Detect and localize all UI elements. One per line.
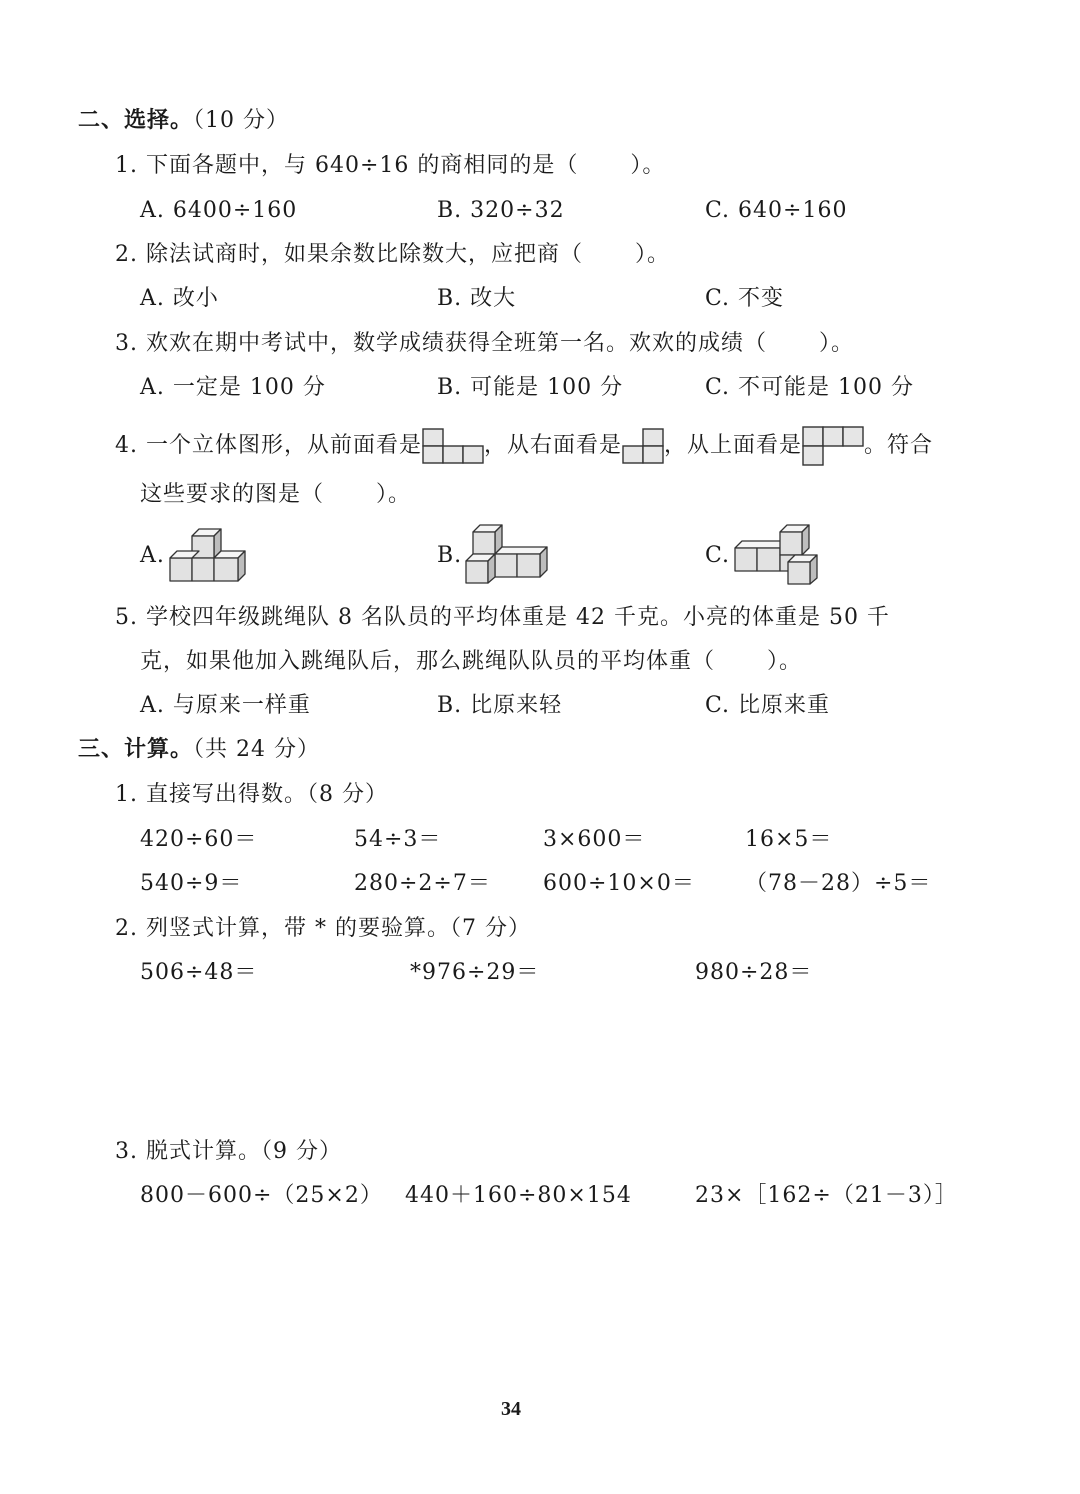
question-4-part3: ，从上面看是 [664,433,803,458]
q1-option-a: A. 6400÷160 [140,198,298,223]
question-3-stem: 3. 欢欢在期中考试中，数学成绩获得全班第一名。欢欢的成绩（ [115,331,767,356]
step-calc-item: 800－600÷（25×2） [140,1183,383,1208]
q2-option-b: B. 改大 [437,286,517,311]
question-2-tail: ）。 [635,242,671,267]
q4-option-a: A. [140,543,165,568]
q2-option-a: A. 改小 [140,286,219,311]
question-1 [115,151,665,181]
question-1-stem: 1. 下面各题中，与 640÷16 的商相同的是（ [115,153,579,178]
oral-calc-item: 54÷3＝ [354,827,442,852]
question-4-line2 [140,480,411,510]
oral-calc-item: 420÷60＝ [140,827,258,852]
q1-option-c: C. 640÷160 [705,198,848,223]
front-view-icon [422,428,484,464]
cube-figure-a [168,528,250,584]
section-3-points: （共 24 分） [193,737,320,762]
section-3-heading [78,735,320,765]
question-4-part4: 。符合 [864,433,934,458]
question-4 [115,426,933,466]
right-view-icon [622,428,664,464]
question-2 [115,240,670,270]
step-calc-item: 440＋160÷80×154 [405,1183,632,1208]
question-5-line2-text: 克，如果他加入跳绳队后，那么跳绳队队员的平均体重（ [140,649,716,674]
oral-calc-item: 280÷2÷7＝ [354,871,491,896]
part-2-title: 2. 列竖式计算，带 * 的要验算。（7 分） [115,916,531,941]
step-calc-item: 23×［162÷（21－3）］ [695,1183,958,1208]
cube-figure-b [463,524,551,584]
question-4-part2: ，从右面看是 [483,433,622,458]
vertical-calc-item: 506÷48＝ [140,960,258,985]
q4-option-b: B. [437,543,463,568]
question-4-tail: ）。 [376,482,412,507]
question-5-tail: ）。 [767,649,803,674]
q3-option-b: B. 可能是 100 分 [437,375,624,400]
question-3 [115,329,854,359]
top-view-icon [802,426,864,466]
vertical-calc-item: *976÷29＝ [410,960,540,985]
question-2-stem: 2. 除法试商时，如果余数比除数大，应把商（ [115,242,583,267]
question-4-line2-text: 这些要求的图是（ [140,482,325,507]
q2-option-c: C. 不变 [705,286,785,311]
cube-figure-c [733,524,821,586]
section-2-points: （10 分） [193,108,290,133]
question-1-tail: ）。 [630,153,666,178]
question-5-line1: 5. 学校四年级跳绳队 8 名队员的平均体重是 42 千克。小亮的体重是 50 千 [115,605,890,630]
q5-option-c: C. 比原来重 [705,693,831,718]
part-1-title: 1. 直接写出得数。（8 分） [115,782,388,807]
oral-calc-item: （78－28）÷5＝ [745,871,932,896]
oral-calc-item: 600÷10×0＝ [543,871,695,896]
oral-calc-item: 16×5＝ [745,827,833,852]
q3-option-a: A. 一定是 100 分 [140,375,326,400]
q1-option-b: B. 320÷32 [437,198,565,223]
section-2-heading [78,106,289,136]
oral-calc-item: 540÷9＝ [140,871,243,896]
section-2-title: 二、选择。 [78,108,194,133]
oral-calc-item: 3×600＝ [543,827,646,852]
question-5-line2 [140,647,802,677]
part-3-title: 3. 脱式计算。（9 分） [115,1139,342,1164]
question-3-tail: ）。 [819,331,855,356]
q5-option-b: B. 比原来轻 [437,693,563,718]
vertical-calc-item: 980÷28＝ [695,960,813,985]
q4-option-c: C. [705,543,731,568]
q5-option-a: A. 与原来一样重 [140,693,311,718]
section-3-title: 三、计算。 [78,737,194,762]
q3-option-c: C. 不可能是 100 分 [705,375,915,400]
question-4-part1: 4. 一个立体图形，从前面看是 [115,433,422,458]
page-number: 34 [501,1398,521,1420]
